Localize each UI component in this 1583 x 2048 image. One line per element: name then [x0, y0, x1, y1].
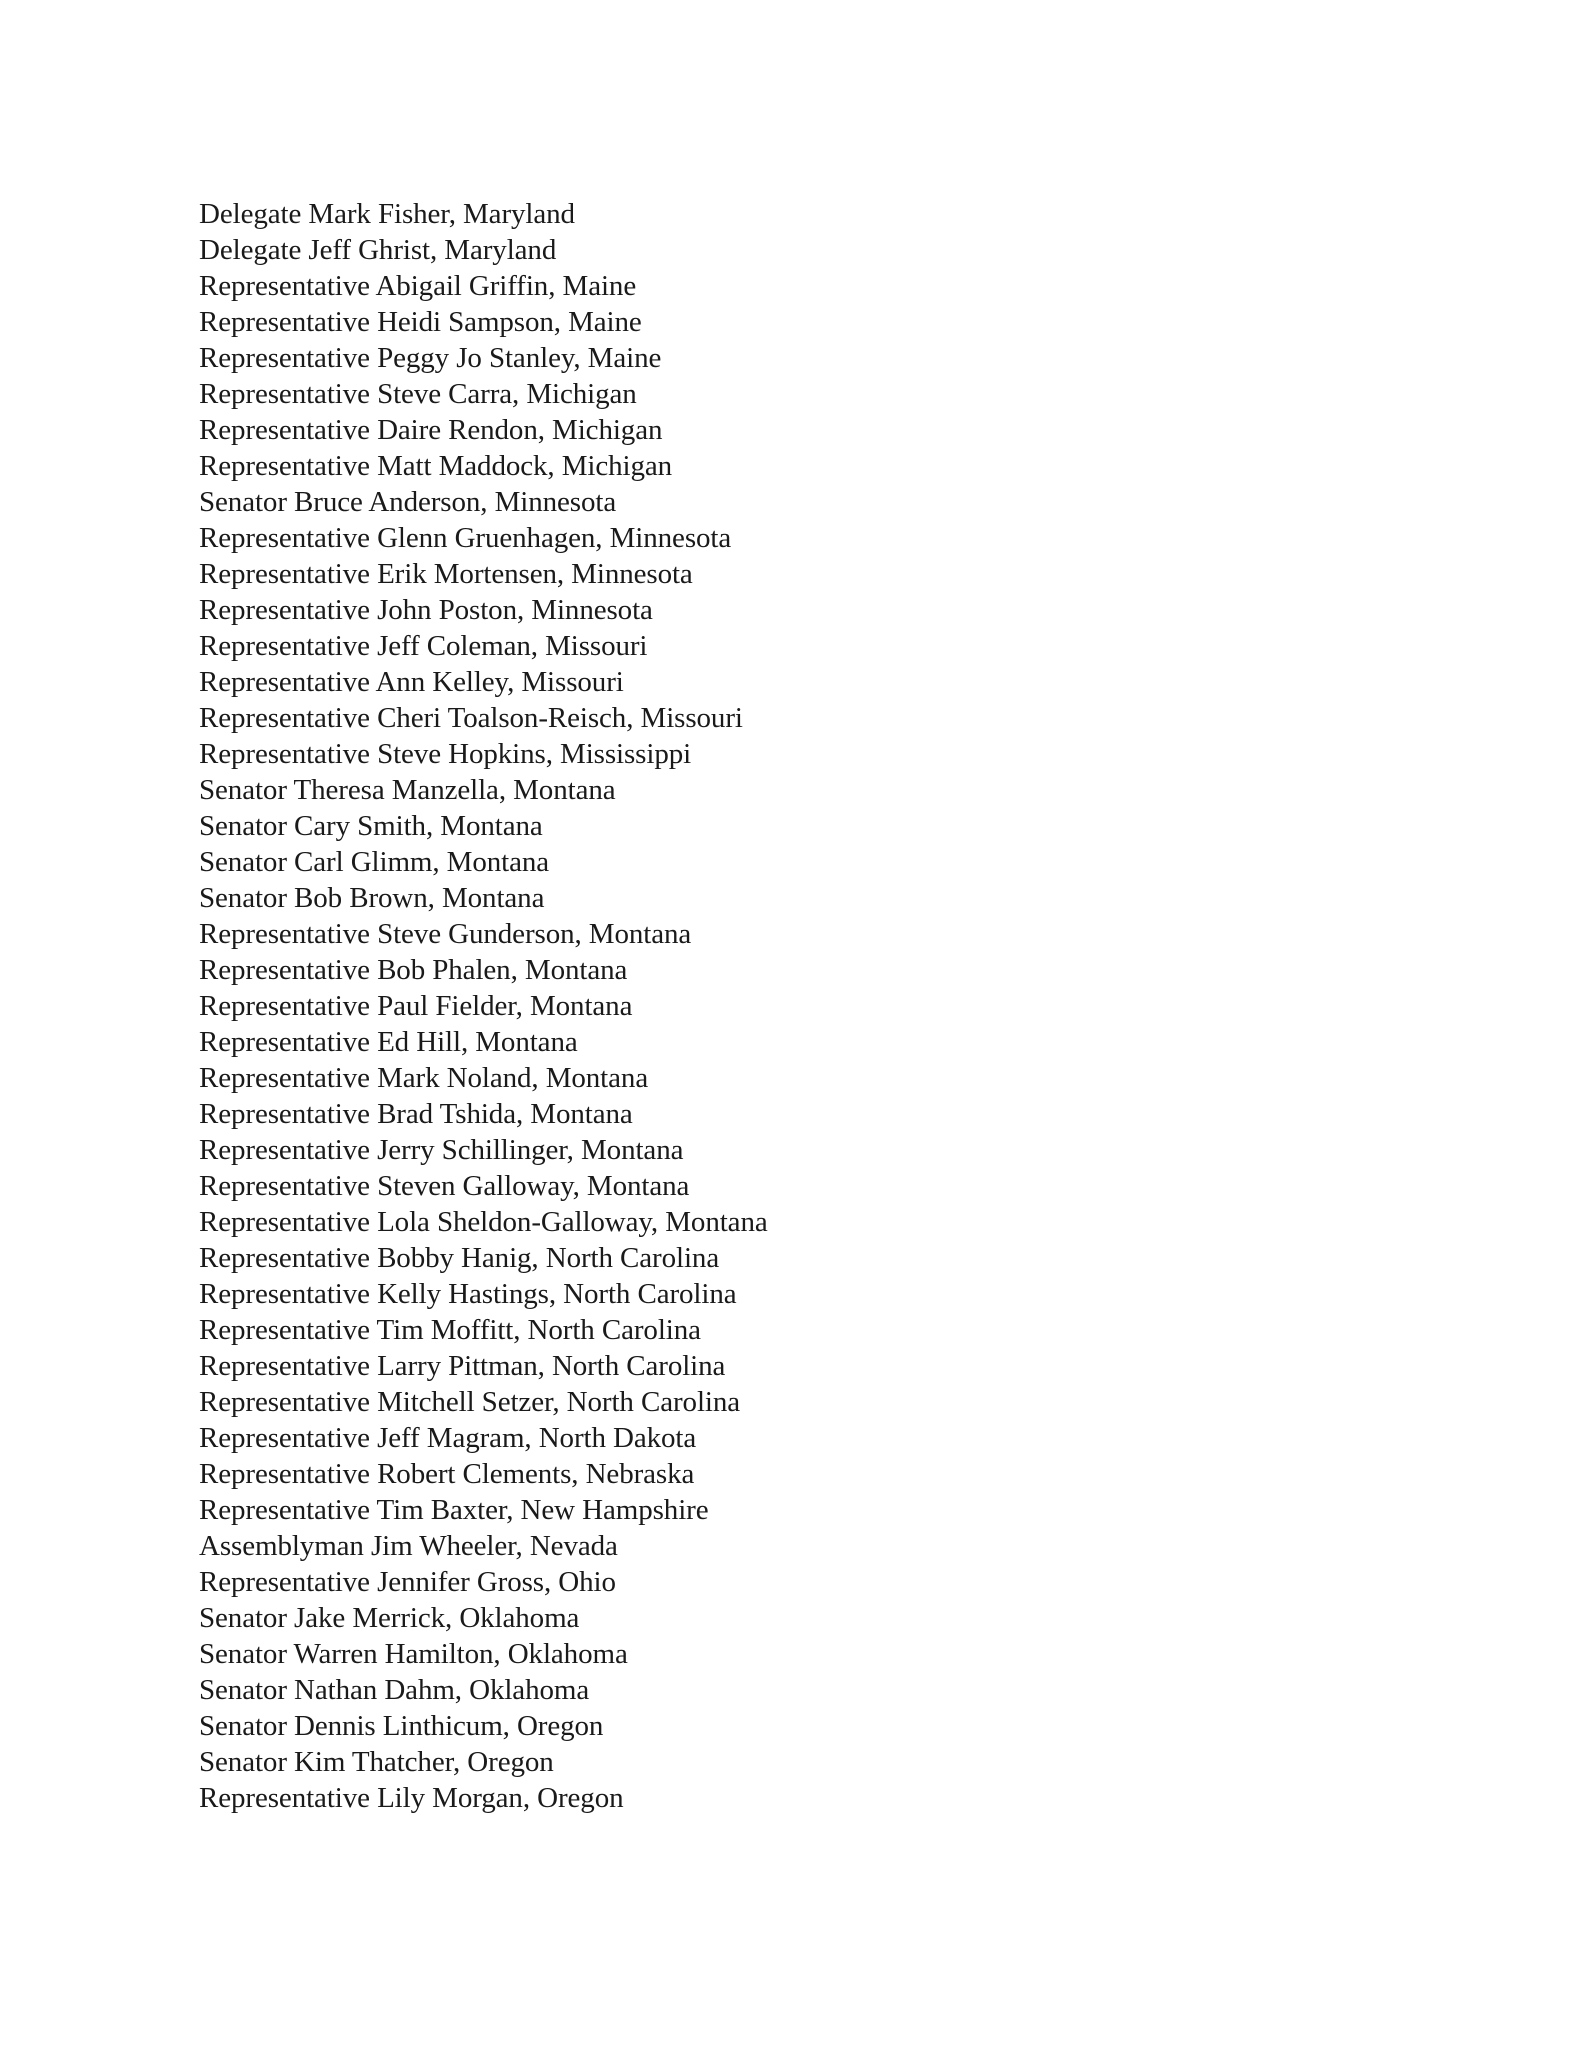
signatory-line: Representative Daire Rendon, Michigan [199, 414, 663, 446]
signatory-line: Representative Lily Morgan, Oregon [199, 1782, 624, 1814]
signatory-line: Representative Glenn Gruenhagen, Minnesota [199, 522, 732, 554]
signatory-line: Representative Tim Moffitt, North Carolina [199, 1314, 701, 1346]
signatory-line: Senator Kim Thatcher, Oregon [199, 1746, 554, 1778]
signatory-line: Representative Bobby Hanig, North Carolina [199, 1242, 720, 1274]
signatory-line: Senator Warren Hamilton, Oklahoma [199, 1638, 628, 1670]
signatory-line: Senator Bob Brown, Montana [199, 882, 545, 914]
signatory-line: Delegate Jeff Ghrist, Maryland [199, 234, 557, 266]
signatory-line: Representative Peggy Jo Stanley, Maine [199, 342, 662, 374]
signatory-line: Representative Jennifer Gross, Ohio [199, 1566, 616, 1598]
signatory-line: Representative Tim Baxter, New Hampshire [199, 1494, 709, 1526]
signatory-line: Senator Cary Smith, Montana [199, 810, 543, 842]
signatory-list [199, 196, 768, 1816]
signatory-line: Senator Nathan Dahm, Oklahoma [199, 1674, 590, 1706]
signatory-line: Representative Robert Clements, Nebraska [199, 1458, 695, 1490]
signatory-line: Representative Jeff Magram, North Dakota [199, 1422, 697, 1454]
signatory-line: Representative Cheri Toalson-Reisch, Missouri [199, 702, 743, 734]
signatory-line: Representative Mark Noland, Montana [199, 1062, 649, 1094]
signatory-line: Representative Mitchell Setzer, North Carolina [199, 1386, 741, 1418]
signatory-line: Representative Steve Gunderson, Montana [199, 918, 692, 950]
signatory-line: Representative Larry Pittman, North Carolina [199, 1350, 726, 1382]
signatory-line: Representative Ed Hill, Montana [199, 1026, 578, 1058]
signatory-line: Representative Steve Hopkins, Mississippi [199, 738, 692, 770]
signatory-line: Representative Steve Carra, Michigan [199, 378, 637, 410]
signatory-line: Representative Heidi Sampson, Maine [199, 306, 642, 338]
signatory-line: Representative Paul Fielder, Montana [199, 990, 633, 1022]
signatory-line: Representative Matt Maddock, Michigan [199, 450, 673, 482]
signatory-line: Senator Jake Merrick, Oklahoma [199, 1602, 580, 1634]
signatory-line: Representative Erik Mortensen, Minnesota [199, 558, 693, 590]
signatory-line: Representative Jeff Coleman, Missouri [199, 630, 648, 662]
signatory-line: Representative Lola Sheldon-Galloway, Montana [199, 1206, 768, 1238]
signatory-line: Representative Kelly Hastings, North Carolina [199, 1278, 737, 1310]
signatory-line: Senator Theresa Manzella, Montana [199, 774, 616, 806]
signatory-line: Delegate Mark Fisher, Maryland [199, 198, 575, 230]
signatory-line: Representative Abigail Griffin, Maine [199, 270, 637, 302]
signatory-line: Assemblyman Jim Wheeler, Nevada [199, 1530, 618, 1562]
signatory-line: Representative Bob Phalen, Montana [199, 954, 628, 986]
signatory-line: Representative Steven Galloway, Montana [199, 1170, 690, 1202]
signatory-line: Representative Brad Tshida, Montana [199, 1098, 633, 1130]
signatory-line: Representative John Poston, Minnesota [199, 594, 653, 626]
signatory-line: Representative Ann Kelley, Missouri [199, 666, 624, 698]
signatory-line: Representative Jerry Schillinger, Montana [199, 1134, 684, 1166]
signatory-line: Senator Bruce Anderson, Minnesota [199, 486, 617, 518]
signatory-line: Senator Carl Glimm, Montana [199, 846, 550, 878]
signatory-line: Senator Dennis Linthicum, Oregon [199, 1710, 604, 1742]
